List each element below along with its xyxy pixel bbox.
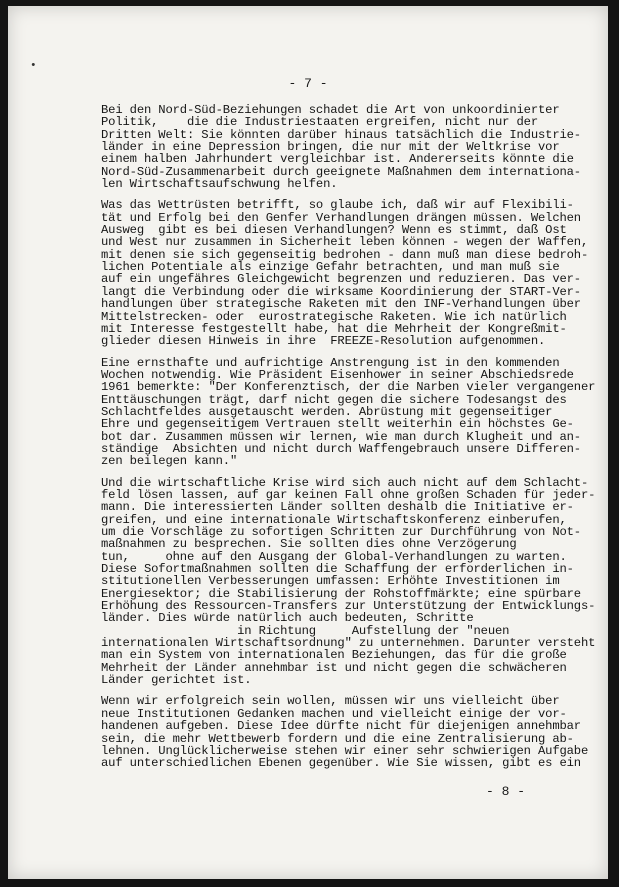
text-line: mit Interesse festgestellt habe, hat die Mehrheit der Kongreßmit- <box>101 321 567 336</box>
document-page <box>8 6 608 879</box>
paragraph-economic-crisis <box>101 475 596 688</box>
text-line: glieder diesen Hinweis in ihre FREEZE-Resolution aufgenommen. <box>101 334 546 349</box>
text-line: und West nur zusammen in Sicherheit leben können - wegen der Waffen, <box>101 235 589 250</box>
text-line: Erhöhung des Ressourcen-Transfers zur Unterstützung der Entwicklungs- <box>101 599 596 614</box>
text-line: mann. Die interessierten Länder sollten deshalb die Initiative er- <box>101 500 574 515</box>
text-line: länder in eine Depression bringen, die nur mit der Weltkrise vor <box>101 140 560 155</box>
text-line: Bei den Nord-Süd-Beziehungen schadet die Art von unkoordinierter <box>101 103 560 117</box>
next-page-marker: - 8 - <box>486 784 526 799</box>
text-line: Ausweg gibt es bei diesen Verhandlungen? Wenn es stimmt, daß Ost <box>101 223 567 238</box>
text-line: handlungen über strategische Raketen mit den INF-Verhandlungen über <box>101 297 581 312</box>
text-line: ständige Absichten und nicht durch Waffengebrauch unsere Differen- <box>101 441 581 456</box>
text-line: länder. Dies würde natürlich auch bedeuten, Schritte <box>101 611 474 626</box>
text-line: Politik, die die Industriestaaten ergreifen, nicht nur der <box>101 115 538 130</box>
text-line: Wenn wir erfolgreich sein wollen, müssen wir uns vielleicht über <box>101 694 560 709</box>
text-line: tun, ohne auf den Ausgang der Global-Verhandlungen zu warten. <box>101 549 567 564</box>
text-line: Ehre und gegenseitigem Vertrauen stellt weiterhin ein höchstes Ge- <box>101 417 574 432</box>
text-line: lehnen. Unglücklicherweise stehen wir einer sehr schwierigen Aufgabe <box>101 743 589 758</box>
text-line: Wochen notwendig. Wie Präsident Eisenhower in seiner Abschiedsrede <box>101 367 574 382</box>
text-line: auf ein ungefähres Gleichgewicht begrenzen und reduzieren. Das ver- <box>101 272 581 287</box>
paragraph-eisenhower-quote <box>101 355 596 469</box>
text-line: Mehrheit der Länder annehmbar ist und nicht gegen die schwächeren <box>101 660 567 675</box>
page-number: - 7 - <box>288 76 328 91</box>
text-line: len Wirtschaftsaufschwung helfen. <box>101 177 338 192</box>
text-line: Energiesektor; die Stabilisierung der Rohstoffmärkte; eine spürbare <box>101 586 581 601</box>
paragraph-new-institutions <box>101 694 589 771</box>
text-line: greifen, und eine internationale Wirtschaftskonferenz einberufen, <box>101 512 567 527</box>
text-line: Dritten Welt: Sie könnten darüber hinaus tatsächlich die Industrie- <box>101 127 581 142</box>
text-line: maßnahmen zu besprechen. Sie sollten dies ohne Verzögerung <box>101 537 517 552</box>
text-line: man ein System von internationalen Beziehungen, das für die große <box>101 648 567 663</box>
text-line: Schlachtfeldes ausgetauscht werden. Abrüstung mit gegenseitiger <box>101 404 553 419</box>
text-line: Und die wirtschaftliche Krise wird sich auch nicht auf dem Schlacht- <box>101 475 589 490</box>
text-line: Nord-Süd-Zusammenarbeit durch geeignete Maßnahmen dem internationa- <box>101 164 581 179</box>
text-line: bot dar. Zusammen müssen wir lernen, wie man durch Klugheit und an- <box>101 429 581 444</box>
text-line: einem halben Jahrhundert vergleichbar ist. Andererseits könnte die <box>101 152 574 167</box>
text-line: Mittelstrecken- oder eurostrategische Raketen. Wie ich natürlich <box>101 309 567 324</box>
text-line: stitutionellen Verbesserungen umfassen: Erhöhte Investitionen im <box>101 574 560 589</box>
text-line: Diese Sofortmaßnahmen sollten die Schaffung der erforderlichen in- <box>101 562 574 577</box>
text-line: Was das Wettrüsten betrifft, so glaube ich, daß wir auf Flexibili- <box>101 198 574 213</box>
text-line: mit denen sie sich gegenseitig bedrohen - dann muß man diese bedroh- <box>101 247 589 262</box>
text-line: neue Institutionen Gedanken machen und vielleicht einige der vor- <box>101 706 567 721</box>
text-line: Eine ernsthafte und aufrichtige Anstrengung ist in den kommenden <box>101 355 560 370</box>
text-line: Länder gerichtet ist. <box>101 673 252 688</box>
text-line: lichen Potentiale als einzige Gefahr betrachten, und man muß sie <box>101 260 560 275</box>
body-text <box>101 103 596 779</box>
text-line: handenen aufgeben. Diese Idee dürfte nicht für diejenigen annehmbar <box>101 719 581 734</box>
corner-mark: • <box>30 60 37 72</box>
text-line: um die Vorschläge zu sofortigen Schritten zur Durchführung von Not- <box>101 525 581 539</box>
text-line: sein, die mehr Wettbewerb fordern und die eine Zentralisierung ab- <box>101 731 574 746</box>
text-line: tät und Erfolg bei den Genfer Verhandlungen drängen müssen. Welchen <box>101 210 581 225</box>
text-line: internationalen Wirtschaftsordnung" zu unternehmen. Darunter versteht <box>101 636 596 651</box>
text-line: feld lösen lassen, auf gar keinen Fall ohne großen Schaden für jeder- <box>101 487 596 502</box>
paragraph-north-south <box>101 103 581 192</box>
text-line: zen beilegen kann." <box>101 454 238 469</box>
text-line: auf unterschiedlichen Ebenen gegenüber. Wie Sie wissen, gibt es ein <box>101 756 581 771</box>
paragraph-arms-race <box>101 198 589 349</box>
text-line: Enttäuschungen trägt, darf nicht gegen die sichere Todesangst des <box>101 392 567 407</box>
text-line: langt die Verbindung oder die wirksame Koordinierung der START-Ver- <box>101 284 581 299</box>
text-line: in Richtung Aufstellung der "neuen <box>101 623 510 638</box>
text-line: 1961 bemerkte: "Der Konferenztisch, der die Narben vieler vergangener <box>101 380 596 395</box>
